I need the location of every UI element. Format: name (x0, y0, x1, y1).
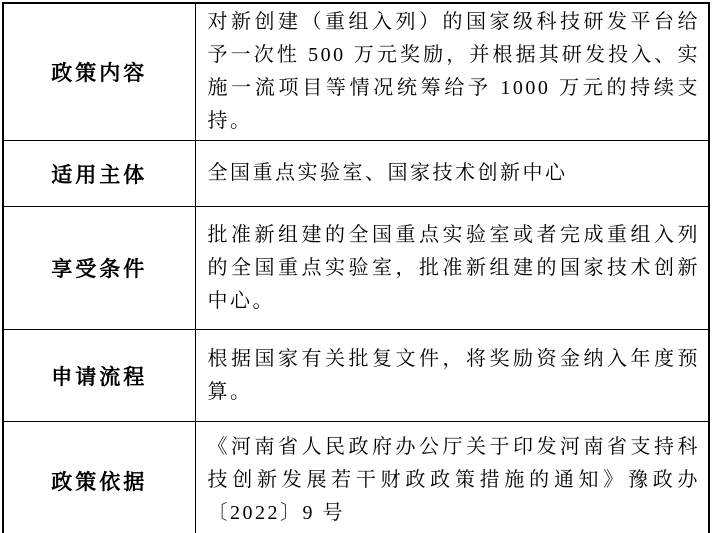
row-value-policy-basis: 《河南省人民政府办公厅关于印发河南省支持科技创新发展若干财政政策措施的通知》豫政办〔2022〕9 号 (195, 422, 709, 533)
row-label-application-process: 申请流程 (3, 330, 195, 422)
row-value-application-process: 根据国家有关批复文件，将奖励资金纳入年度预算。 (195, 330, 709, 422)
row-value-applicable-subject: 全国重点实验室、国家技术创新中心 (195, 141, 709, 207)
row-value-policy-content: 对新创建（重组入列）的国家级科技研发平台给予一次性 500 万元奖励，并根据其研发投入、实施一流项目等情况统筹给予 1000 万元的持续支持。 (195, 3, 709, 141)
table-row-policy-content (3, 3, 709, 141)
row-label-applicable-subject: 适用主体 (3, 141, 195, 207)
table-row-applicable-subject (3, 141, 709, 207)
table-row-application-process (3, 330, 709, 422)
table-row-eligibility-conditions (3, 207, 709, 330)
table-row-policy-basis (3, 422, 709, 533)
row-label-eligibility-conditions: 享受条件 (3, 207, 195, 330)
row-label-policy-basis: 政策依据 (3, 422, 195, 533)
row-value-eligibility-conditions: 批准新组建的全国重点实验室或者完成重组入列的全国重点实验室，批准新组建的国家技术创新中心。 (195, 207, 709, 330)
policy-table (2, 2, 710, 533)
row-label-policy-content: 政策内容 (3, 3, 195, 141)
